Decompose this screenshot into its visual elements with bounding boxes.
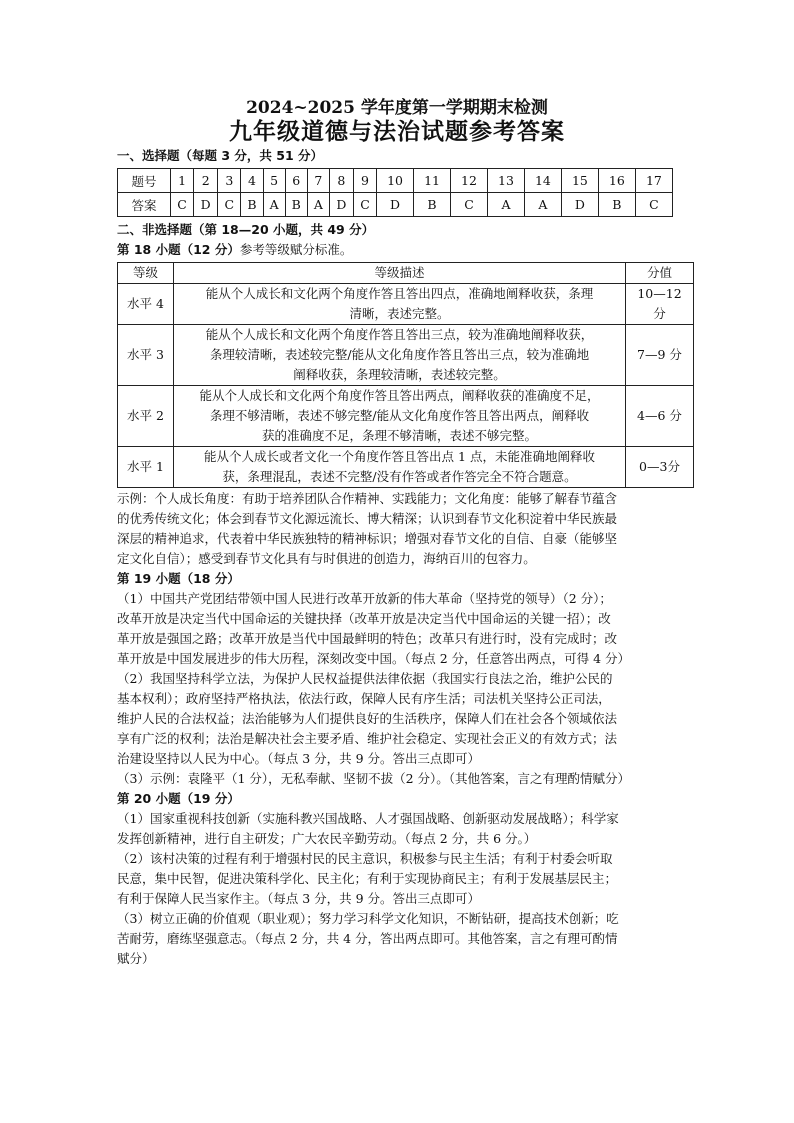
q20-heading — [117, 789, 677, 809]
rubric-desc-line: 能从个人成长和文化两个角度作答且答出两点，阐释收获的准确度不足， — [199, 388, 600, 403]
rubric-row — [118, 386, 694, 447]
question-number: 11 — [414, 169, 451, 193]
question-number: 2 — [194, 169, 218, 193]
rubric-row — [118, 447, 694, 488]
answer-line: 革开放是强国之路；改革开放是当代中国最鲜明的特色；改革只有进行时，没有完成时；改 — [117, 631, 618, 646]
rubric-desc-line: 能从个人成长和文化两个角度作答且答出三点，较为准确地阐释收获， — [205, 327, 594, 342]
rubric-desc-line: 获，条理混乱，表述不完整/没有作答或者作答完全不符合题意。 — [222, 469, 577, 484]
question-number: 9 — [353, 169, 376, 193]
rubric-level: 水平 3 — [118, 325, 174, 386]
answer-cell: B — [241, 193, 263, 217]
question-number: 8 — [329, 169, 353, 193]
rubric-score: 7—9 分 — [626, 325, 694, 386]
answer-cell: A — [524, 193, 561, 217]
answer-key-page — [117, 98, 682, 969]
question-number: 7 — [307, 169, 329, 193]
question-number: 5 — [263, 169, 285, 193]
q18-example — [117, 489, 677, 569]
grading-rubric-table — [117, 262, 694, 488]
answer-line: 有利于保障人民当家作主。（每点 3 分，共 9 分。答出三点即可） — [117, 891, 481, 906]
answer-cell: A — [487, 193, 524, 217]
q19-number: 第 19 小题（18 分） — [117, 571, 240, 586]
rubric-header-description: 等级描述 — [174, 263, 626, 284]
rubric-desc-line: 能从个人成长和文化两个角度作答且答出四点，准确地阐释收获，条理 — [205, 286, 594, 301]
answer-line: 维护人民的合法权益；法治能够为人们提供良好的生活秩序，保障人们在社会各个领域依法 — [117, 711, 618, 726]
question-number: 6 — [285, 169, 307, 193]
rubric-desc-line: 清晰，表述完整。 — [349, 306, 450, 321]
rubric-header-level: 等级 — [118, 263, 174, 284]
rubric-description — [174, 325, 626, 386]
answer-cell: A — [263, 193, 285, 217]
rubric-desc-line: 条理不够清晰，表述不够完整/能从文化角度作答且答出两点，阐释收 — [209, 408, 590, 423]
question-number: 4 — [241, 169, 263, 193]
rubric-header-score: 分值 — [626, 263, 694, 284]
answer-line: 民意，集中民智，促进决策科学化、民主化；有利于实现协商民主；有利于发展基层民主； — [117, 871, 618, 886]
rubric-level: 水平 1 — [118, 447, 174, 488]
rubric-description — [174, 447, 626, 488]
example-line: 示例：个人成长角度：有助于培养团队合作精神、实践能力；文化角度：能够了解春节蕴含 — [117, 491, 618, 506]
rubric-description — [174, 386, 626, 447]
answer-line: 改革开放是决定当代中国命运的关键抉择（改革开放是决定当代中国命运的关键一招）；改 — [117, 611, 611, 626]
answer-cell: C — [451, 193, 488, 217]
exam-subtitle: 2024~2025 学年度第一学期期末检测 — [246, 98, 548, 118]
rubric-score: 10—12 分 — [626, 284, 694, 325]
example-line: 深层的精神追求，代表着中华民族独特的精神标识；增强对春节文化的自信、自豪（能够坚 — [117, 531, 618, 546]
question-number: 17 — [635, 169, 672, 193]
answer-cell: D — [561, 193, 598, 217]
q19-heading — [117, 569, 677, 589]
rubric-desc-line: 能从个人成长或者文化一个角度作答且答出点 1 点，未能准确地阐释收 — [204, 449, 595, 464]
answer-cell: D — [194, 193, 218, 217]
exam-title: 九年级道德与法治试题参考答案 — [229, 118, 565, 145]
rubric-header-row — [118, 263, 694, 284]
question-number-row — [118, 169, 673, 193]
question-number: 12 — [451, 169, 488, 193]
rubric-row — [118, 284, 694, 325]
answer-line: 发挥创新精神，进行自主研发；广大农民辛勤劳动。（每点 2 分，共 6 分。） — [117, 831, 537, 846]
section-1-heading: 一、选择题（每题 3 分，共 51 分） — [117, 148, 324, 163]
example-line: 的优秀传统文化；体会到春节文化源远流长、博大精深；认识到春节文化积淀着中华民族最 — [117, 511, 618, 526]
example-line: 定文化自信）；感受到春节文化具有与时俱进的创造力，海纳百川的包容力。 — [117, 551, 536, 566]
rubric-desc-line: 阐释收获，条理较清晰，表述较完整。 — [293, 367, 506, 382]
answer-cell: C — [218, 193, 241, 217]
answer-cell: D — [377, 193, 414, 217]
question-number: 1 — [171, 169, 194, 193]
rubric-level: 水平 2 — [118, 386, 174, 447]
question-number: 16 — [598, 169, 635, 193]
answer-line: 享有广泛的权利；法治是解决社会主要矛盾、维护社会稳定、实现社会正义的有效方式；法 — [117, 731, 618, 746]
rubric-description — [174, 284, 626, 325]
rubric-desc-line: 获的准确度不足，条理不够清晰，表述不够完整。 — [261, 428, 537, 443]
rubric-score: 0—3分 — [626, 447, 694, 488]
rubric-level: 水平 4 — [118, 284, 174, 325]
answer-line: 赋分） — [117, 951, 155, 966]
rubric-row — [118, 325, 694, 386]
answer-row — [118, 193, 673, 217]
answer-cell: C — [635, 193, 672, 217]
rubric-score: 4—6 分 — [626, 386, 694, 447]
answer-line: （2）该村决策的过程有利于增强村民的民主意识，积极参与民主生活；有利于村委会听取 — [117, 851, 613, 866]
answer-line: 革开放是中国发展进步的伟大历程，深刻改变中国。（每点 2 分，任意答出两点，可得 4 分） — [117, 651, 631, 666]
answer-line: （3）示例：袁隆平（1 分），无私奉献、坚韧不拔（2 分）。（其他答案，言之有理酌情赋分） — [117, 771, 631, 786]
q19-answer — [117, 589, 677, 789]
section-2-heading: 二、非选择题（第 18—20 小题，共 49 分） — [117, 222, 375, 237]
answer-line: （1）中国共产党团结带领中国人民进行改革开放新的伟大革命（坚持党的领导）（2 分）； — [117, 591, 612, 606]
answer-cell: B — [414, 193, 451, 217]
answer-cell: C — [353, 193, 376, 217]
answer-cell: B — [285, 193, 307, 217]
q18-heading — [117, 240, 677, 260]
answer-line: （2）我国坚持科学立法，为保护人民权益提供法律依据（我国实行良法之治，维护公民的 — [117, 671, 613, 686]
q18-intro: 参考等级赋分标准。 — [239, 242, 353, 257]
question-number: 3 — [218, 169, 241, 193]
choice-answer-table — [117, 168, 673, 217]
answer-cell: A — [307, 193, 329, 217]
row-label-numbers: 题号 — [118, 169, 171, 193]
answer-line: （1）国家重视科技创新（实施科教兴国战略、人才强国战略、创新驱动发展战略）；科学家 — [117, 811, 619, 826]
answer-cell: C — [171, 193, 194, 217]
answer-cell: D — [329, 193, 353, 217]
question-number: 14 — [524, 169, 561, 193]
answer-line: （3）树立正确的价值观（职业观）；努力学习科学文化知识，不断钻研，提高技术创新；吃 — [117, 911, 619, 926]
q20-answer — [117, 809, 677, 969]
question-number: 13 — [487, 169, 524, 193]
answer-line: 治建设坚持以人民为中心。（每点 3 分，共 9 分。答出三点即可） — [117, 751, 481, 766]
answer-line: 苦耐劳，磨练坚强意志。（每点 2 分，共 4 分，答出两点即可。其他答案，言之有理可酌情 — [117, 931, 618, 946]
q18-number: 第 18 小题（12 分） — [117, 242, 240, 257]
rubric-desc-line: 条理较清晰，表述较完整/能从文化角度作答且答出三点，较为准确地 — [209, 347, 590, 362]
q20-number: 第 20 小题（19 分） — [117, 791, 240, 806]
answer-line: 基本权利）；政府坚持严格执法，依法行政，保障人民有序生活；司法机关坚持公正司法， — [117, 691, 611, 706]
question-number: 15 — [561, 169, 598, 193]
question-number: 10 — [377, 169, 414, 193]
row-label-answers: 答案 — [118, 193, 171, 217]
answer-cell: B — [598, 193, 635, 217]
